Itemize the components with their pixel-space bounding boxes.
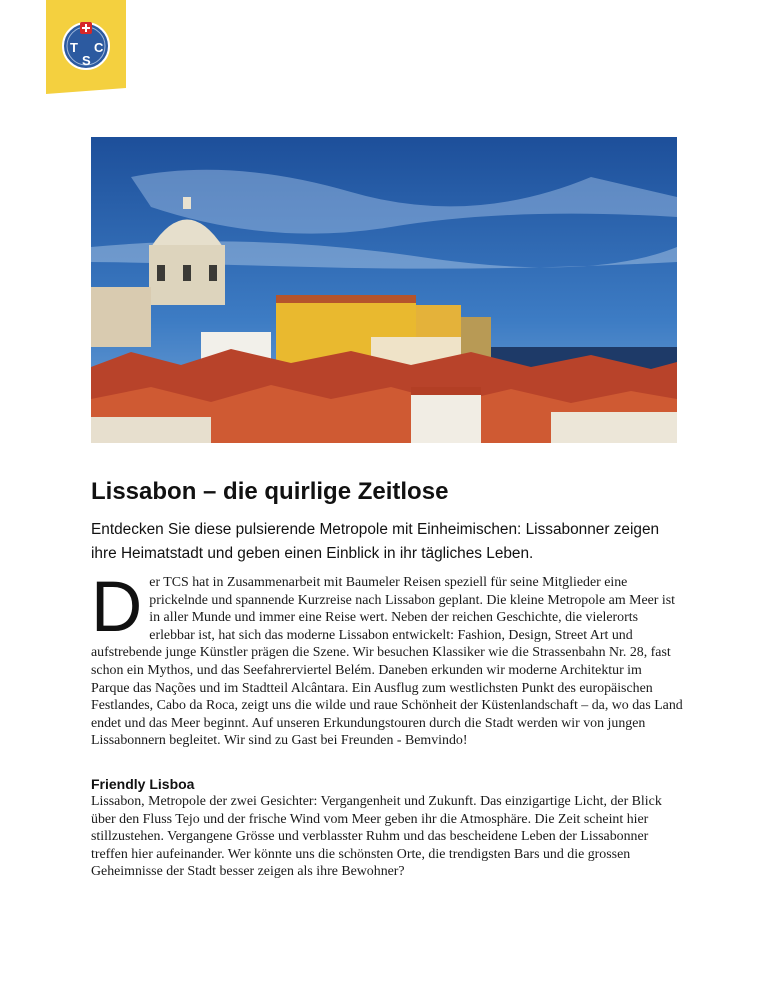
dome-lantern <box>183 197 191 209</box>
article-title: Lissabon – die quirlige Zeitlose <box>91 478 449 505</box>
logo-letter-s: S <box>82 53 91 68</box>
white-house-front <box>411 392 481 443</box>
lisbon-photo <box>91 137 677 443</box>
section-body: Lissabon, Metropole der zwei Gesichter: Vergangenheit und Zukunft. Das einzigartige Licht, der Blick über den Fluss Tejo und der frische Wind vom Meer geben ihr die Atmosphäre. Die Zeit scheint hier stillzustehen. Vergangene Grösse und verblasster Ruhm und das bescheidene Leben der Lissabonner treffen hier aufeinander. Wer könnte uns die schönsten Orte, die trendigsten Bars und die grossen Geheimnisse der Stadt besser zeigen als ihre Bewohner? <box>91 794 662 880</box>
tcs-logo[interactable] <box>46 0 126 94</box>
tcs-logo-graphic <box>46 0 126 94</box>
article-lead: Entdecken Sie diese pulsierende Metropole mit Einheimischen: Lissabonner zeigen ihre Heimatstadt und geben einen Einblick in ihr tägliches Leben. <box>91 521 660 562</box>
houses-front-right <box>551 412 677 443</box>
house <box>91 287 151 347</box>
church-window <box>183 265 191 281</box>
section-heading: Friendly Lisboa <box>91 776 195 792</box>
swiss-cross-horizontal <box>82 27 90 29</box>
houses-front-left <box>91 417 211 443</box>
church-window <box>157 265 165 281</box>
logo-letter-c: C <box>94 40 104 55</box>
logo-letter-t: T <box>70 40 78 55</box>
article-body <box>91 568 683 750</box>
church-window <box>209 265 217 281</box>
yellow-building-roof <box>276 295 416 303</box>
lisbon-skyline-illustration <box>91 137 677 443</box>
drop-cap: D <box>91 568 143 647</box>
white-house-front-roof <box>411 387 481 395</box>
article-body-text: er TCS hat in Zusammenarbeit mit Baumeler Reisen speziell für seine Mitglieder eine prickelnde und spannende Kurzreise nach Lissabon geplant. Die kleine Metropole am Meer ist in aller Munde und immer eine Reise wert. Neben der reichen Geschichte, die vielerorts erlebbar ist, hat sich das moderne Lissabon entwickelt: Fashion, Design, Street Art und aufstrebende junge Künstler prägen die Szene. Wir besuchen Klassiker wie die Strassenbahn Nr. 28, fast schon ein Mythos, und das Seefahrerviertel Belém. Daneben erkunden wir moderne Architektur im Parque das Nações und im Stadtteil Alcântara. Ein Ausflug zum westlichsten Punkt des europäischen Festlandes, Cabo da Roca, zeigt uns die wilde und raue Schönheit der Küstenlandschaft – da, wo das Land endet und das Meer beginnt. Auf unseren Erkundungstouren durch die Stadt werden wir von jungen Lissabonnern begleitet. Wir sind zu Gast bei Freunden - Bemvindo! <box>91 575 683 749</box>
